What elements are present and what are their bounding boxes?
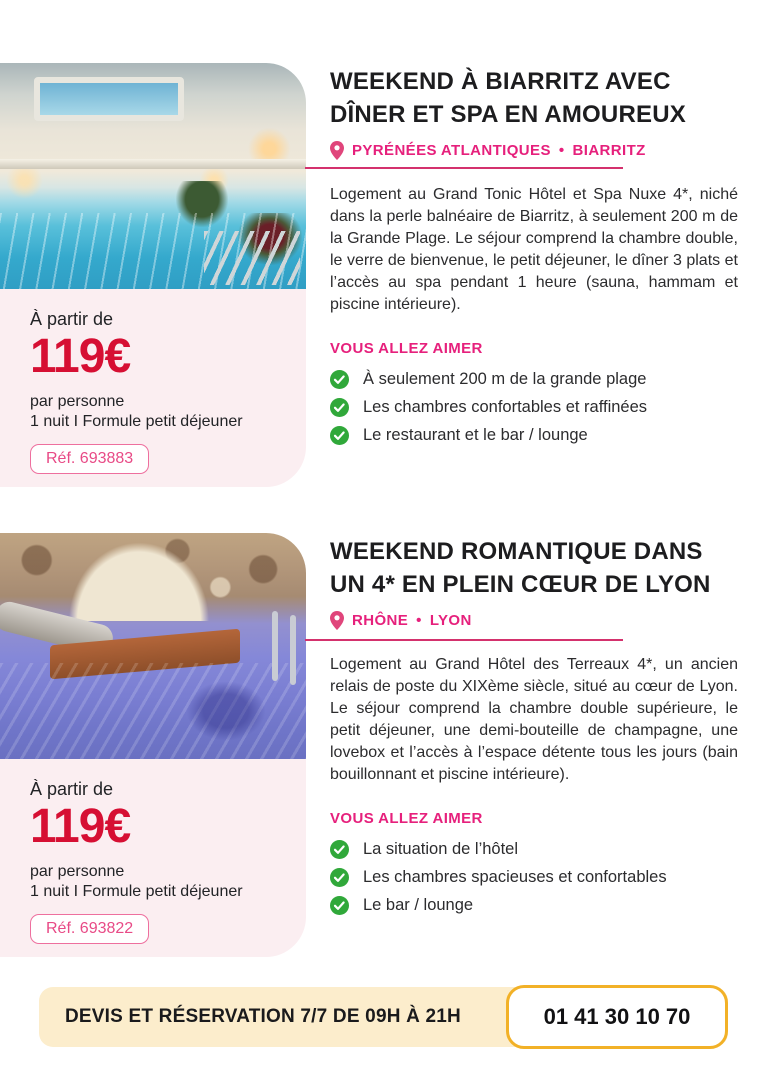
check-circle-icon	[330, 896, 349, 915]
like-text: Les chambres confortables et raffinées	[363, 398, 648, 416]
photo-balcony-shape	[0, 159, 306, 169]
offer-media-column	[0, 63, 306, 487]
location-row	[330, 141, 738, 160]
like-text: La situation de l’hôtel	[363, 840, 519, 858]
offer-photo-indoor-pool-biarritz[interactable]	[0, 63, 306, 289]
location-city: BIARRITZ	[572, 142, 646, 159]
offer-description: Logement au Grand Hôtel des Terreaux 4*, un ancien relais de poste du XIXème siècle, situé au cœur de Lyon. Le séjour comprend la chambre double supérieure, le petit déjeuner, une demi-bouteille de champagne, une lovebox et l’accès à l’espace détente tous les jours (bain bouillonnant et piscine intérieure).	[330, 656, 738, 783]
reference-badge: Réf. 693822	[30, 914, 149, 944]
like-item	[330, 426, 738, 445]
price-panel	[0, 289, 306, 487]
check-circle-icon	[330, 840, 349, 859]
like-text: Les chambres spacieuses et confortables	[363, 868, 667, 886]
photo-pool-ladder-shape	[272, 611, 278, 681]
check-circle-icon	[330, 398, 349, 417]
offer-content-column	[330, 63, 738, 454]
like-text: Le restaurant et le bar / lounge	[363, 426, 588, 444]
like-item	[330, 398, 738, 417]
photo-stone-arch-shape	[64, 537, 214, 621]
price-value: 119€	[30, 800, 131, 853]
price-details: 1 nuit I Formule petit déjeuner	[30, 413, 243, 431]
price-unit: par personne	[30, 863, 125, 881]
map-pin-icon	[330, 141, 344, 160]
price-details: 1 nuit I Formule petit déjeuner	[30, 883, 243, 901]
price-value: 119€	[30, 330, 131, 383]
likes-list	[330, 370, 738, 445]
likes-heading: VOUS ALLEZ AIMER	[330, 340, 483, 357]
offer-description: Logement au Grand Tonic Hôtel et Spa Nuxe 4*, niché dans la perle balnéaire de Biarritz, à seulement 200 m de la Grande Plage. Le séjour comprend la chambre double, le verre de bienvenue, le petit déjeuner, le dîner 3 plats et l’accès au spa pendant 1 heure (sauna, hammam et piscine intérieure).	[330, 186, 738, 313]
map-pin-icon	[330, 611, 344, 630]
location-department: RHÔNE	[352, 612, 409, 629]
location-department: PYRÉNÉES ATLANTIQUES	[352, 142, 551, 159]
price-unit: par personne	[30, 393, 125, 411]
price-prefix: À partir de	[30, 779, 114, 799]
like-item	[330, 370, 738, 389]
phone-number-button[interactable]: 01 41 30 10 70	[506, 985, 728, 1049]
offer-media-column	[0, 533, 306, 957]
check-circle-icon	[330, 868, 349, 887]
price-prefix: À partir de	[30, 309, 114, 329]
location-row	[330, 611, 738, 630]
photo-skylight-shape	[34, 77, 184, 121]
offer-content-column	[330, 533, 738, 924]
like-item	[330, 868, 738, 887]
price-panel	[0, 759, 306, 957]
likes-list	[330, 840, 738, 915]
location-city: LYON	[429, 612, 472, 629]
booking-cta-bar	[39, 987, 728, 1047]
check-circle-icon	[330, 426, 349, 445]
location-separator: •	[416, 612, 422, 629]
reference-badge: Réf. 693883	[30, 444, 149, 474]
offer-card-biarritz	[0, 63, 760, 487]
offer-card-lyon	[0, 533, 760, 957]
photo-pool-steps-shape	[204, 231, 300, 285]
likes-heading: VOUS ALLEZ AIMER	[330, 810, 483, 827]
like-text: Le bar / lounge	[363, 896, 474, 914]
offer-title[interactable]: WEEKEND À BIARRITZ AVEC DÎNER ET SPA EN AMOUREUX	[330, 68, 686, 128]
location-separator: •	[558, 142, 565, 159]
offer-title[interactable]: WEEKEND ROMANTIQUE DANS UN 4* EN PLEIN CŒUR DE LYON	[330, 538, 711, 598]
like-text: À seulement 200 m de la grande plage	[363, 370, 647, 388]
photo-pool-logo-shape	[186, 681, 266, 741]
like-item	[330, 840, 738, 859]
check-circle-icon	[330, 370, 349, 389]
booking-hours-label: DEVIS ET RÉSERVATION 7/7 DE 09H À 21H	[65, 1006, 461, 1027]
like-item	[330, 896, 738, 915]
offer-photo-indoor-pool-lyon[interactable]	[0, 533, 306, 759]
